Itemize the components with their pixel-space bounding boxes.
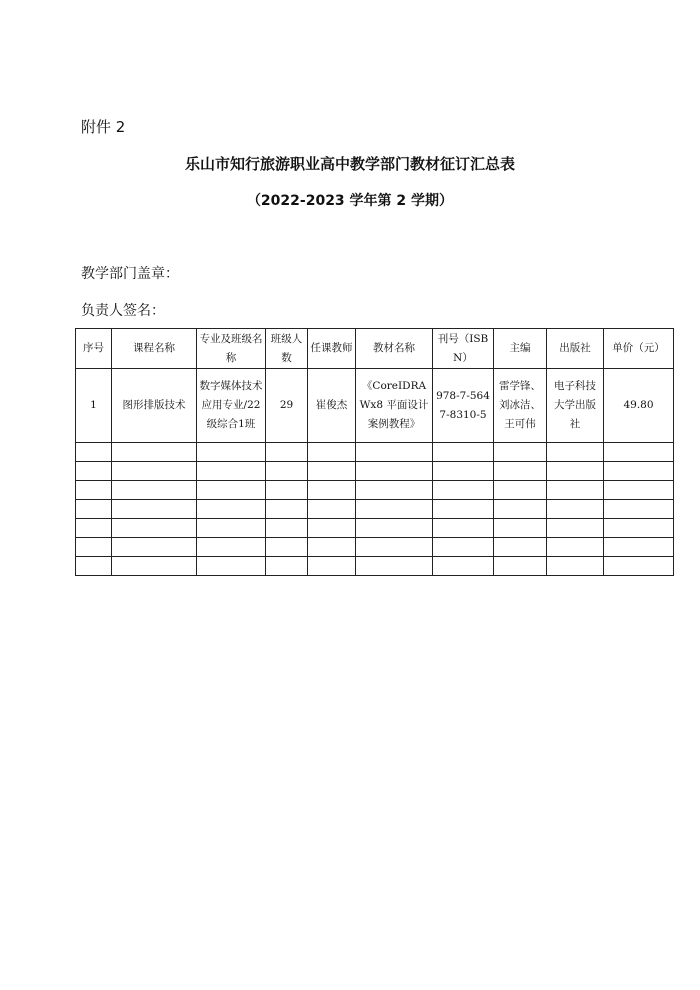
header-isbn: 刊号（ISBN）: [433, 329, 494, 369]
document-subtitle: （2022-2023 学年第 2 学期）: [246, 193, 454, 209]
header-teacher: 任课教师: [308, 329, 356, 369]
header-class-name: 专业及班级名称: [197, 329, 266, 369]
header-textbook-name: 教材名称: [356, 329, 433, 369]
cell-class-size: 29: [266, 369, 308, 443]
cell-class-name: 数字媒体技术应用专业/22级综合1班: [197, 369, 266, 443]
stamp-label: 教学部门盖章：: [81, 266, 179, 282]
empty-table-row: [76, 500, 674, 519]
header-class-size: 班级人数: [266, 329, 308, 369]
header-editor: 主编: [494, 329, 547, 369]
textbook-order-table: [75, 328, 674, 576]
cell-price: 49.80: [604, 369, 674, 443]
cell-teacher: 崔俊杰: [308, 369, 356, 443]
header-publisher: 出版社: [547, 329, 604, 369]
empty-table-row: [76, 519, 674, 538]
table-row: [76, 369, 674, 443]
cell-textbook-name: 《CoreIDRAWx8 平面设计案例教程》: [356, 369, 433, 443]
cell-editor: 雷学锋、刘冰洁、王可伟: [494, 369, 547, 443]
header-price: 单价（元）: [604, 329, 674, 369]
signature-label: 负责人签名：: [81, 303, 165, 319]
header-index: 序号: [76, 329, 112, 369]
attachment-label: 附件 2: [81, 118, 126, 136]
header-course-name: 课程名称: [112, 329, 197, 369]
table-header-row: [76, 329, 674, 369]
cell-publisher: 电子科技大学出版社: [547, 369, 604, 443]
document-title: 乐山市知行旅游职业高中教学部门教材征订汇总表: [184, 155, 515, 173]
cell-index: 1: [76, 369, 112, 443]
empty-table-row: [76, 557, 674, 576]
cell-course-name: 图形排版技术: [112, 369, 197, 443]
empty-table-row: [76, 538, 674, 557]
empty-table-row: [76, 443, 674, 462]
cell-isbn: 978-7-5647-8310-5: [433, 369, 494, 443]
empty-table-row: [76, 462, 674, 481]
empty-table-row: [76, 481, 674, 500]
